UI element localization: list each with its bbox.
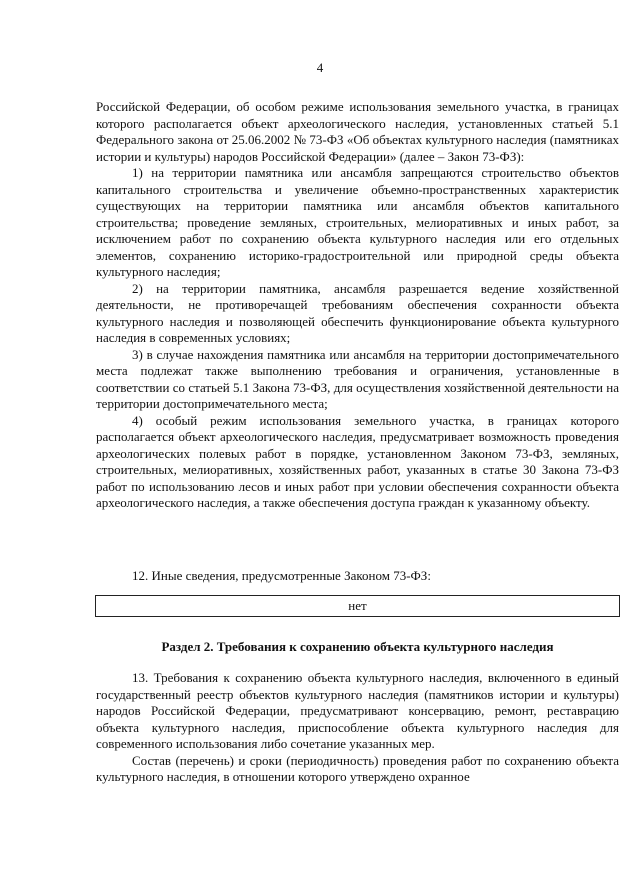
list-item-1: 1) на территории памятника или ансамбля запрещаются строительство объектов капитального строительства и увеличение объемно-пространственных характеристик существующих на территории памятника или ансамбля объектов капитального строительства; проведение земляных, строительных, мелиоративных и иных работ, за исключением работ по сохранению объекта культурного наследия или его отдельных элементов, сохранению историко-градостроительной или природной среды объекта культурного наследия; bbox=[96, 165, 619, 279]
item-13-block bbox=[96, 670, 619, 786]
continuation-paragraph: Российской Федерации, об особом режиме использования земельного участка, в границах которого располагается объект археологического наследия, установленных статьей 5.1 Федерального закона от 25.06.2002 № 73-ФЗ «Об объектах культурного наследия (памятниках истории и культуры) народов Российской Федерации» (далее – Закон 73-ФЗ): bbox=[96, 99, 619, 164]
main-text-block bbox=[96, 99, 619, 512]
item-12-block bbox=[96, 568, 619, 585]
composition-paragraph: Состав (перечень) и сроки (периодичность) проведения работ по сохранению объекта культурного наследия, в отношении которого утверждено охранное bbox=[96, 752, 619, 784]
list-item-3: 3) в случае нахождения памятника или ансамбля на территории достопримечательного места подлежат также выполнению требования и ограничения, установленные в соответствии со статьей 5.1 Закона 73-ФЗ, для осуществления хозяйственной деятельности на территории достопримечательного места; bbox=[96, 346, 619, 411]
item-12-label: 12. Иные сведения, предусмотренные Законом 73-ФЗ: bbox=[132, 568, 431, 583]
list-item-2: 2) на территории памятника, ансамбля разрешается ведение хозяйственной деятельности, не противоречащей требованиям обеспечения сохранности объекта культурного наследия и позволяющей обеспечить функционирование объекта культурного наследия в современных условиях; bbox=[96, 280, 619, 345]
section-2-title: Раздел 2. Требования к сохранению объекта культурного наследия bbox=[161, 639, 554, 654]
item-12-value-box: нет bbox=[95, 595, 620, 617]
page-number: 4 bbox=[316, 60, 324, 75]
item-13-paragraph: 13. Требования к сохранению объекта культурного наследия, включенного в единый государственный реестр объектов культурного наследия (памятников истории и культуры) народов Российской Федерации, предусматривают консервацию, ремонт, реставрацию объекта культурного наследия, приспособление объекта культурного наследия для современного использования либо сочетание указанных мер. bbox=[96, 670, 619, 751]
list-item-4: 4) особый режим использования земельного участка, в границах которого располагается объект археологического наследия, предусматривает возможность проведения археологических полевых работ в порядке, установленном Законом 73-ФЗ, земляных, строительных, мелиоративных, хозяйственных работ, указанных в статье 30 Закона 73-ФЗ работ по использованию лесов и иных работ при условии обеспечения сохранности объекта археологического наследия, а также обеспечения доступа граждан к указанному объекту. bbox=[96, 412, 619, 510]
